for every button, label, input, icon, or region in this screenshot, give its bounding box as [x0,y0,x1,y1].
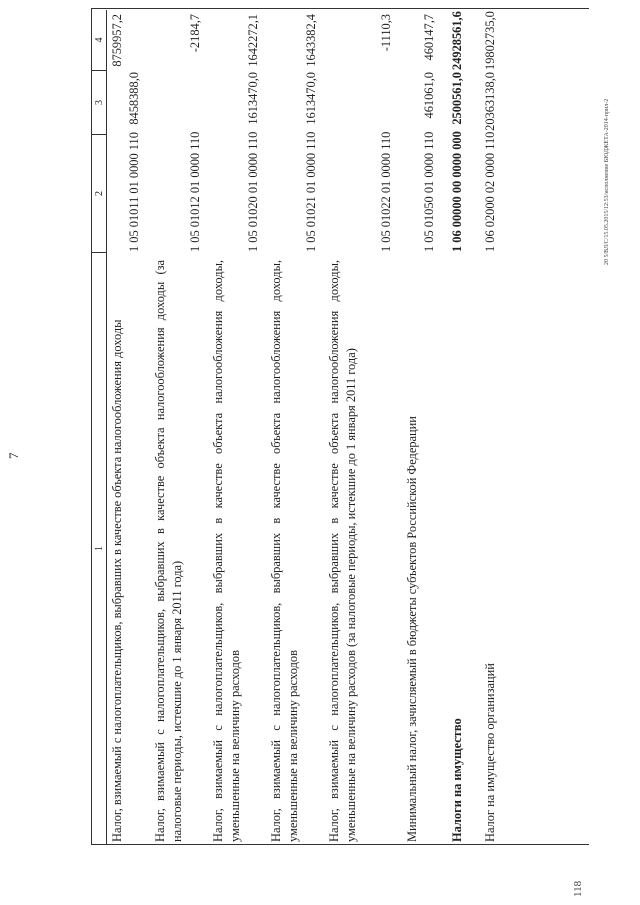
header-col-2: 2 [92,134,107,252]
row-code: 1 05 01050 01 0000 110 [422,131,436,252]
table-row [326,9,396,844]
row-actual-value: 460147,7 [422,14,436,61]
header-col-1: 1 [92,252,107,844]
row-code: 1 05 01012 01 0000 110 [188,131,202,252]
budget-table [91,8,589,845]
footer-page-number: 118 [572,880,584,897]
row-actual-value: -2184,7 [188,14,202,53]
row-actual-value: 8759957,2 [110,14,124,67]
row-actual-value: -1110,3 [379,14,393,52]
row-name: Налог, взимаемый с налогоплательщиков, выбравших в качестве объекта налогообложения доходы (за налоговые периоды, истекшие до 1 января 2011 года) [153,260,184,842]
row-plan-value: 1613470,0 [304,72,318,125]
row-actual-value: 1643382,4 [304,14,318,67]
table-row [482,9,502,844]
page-number: 7 [6,452,21,459]
row-plan-value: 8458388,0 [127,72,141,125]
row-code: 1 05 01021 01 0000 110 [304,131,318,252]
header-col-3: 3 [92,70,107,134]
row-name: Налог на имущество организаций [483,663,497,842]
table-row [109,9,145,844]
row-name: Налог, взимаемый с налогоплательщиков, выбравших в качестве объекта налогообложения доходы, уменьшенные на величину расходов (за налоговые периоды, истекшие до 1 января 2011 года) [327,260,358,842]
row-code: 1 05 01020 01 0000 110 [246,131,260,252]
row-actual-value: 1642272,1 [246,14,260,67]
row-plan-value: 2500561,0 [450,72,464,125]
table-row [449,9,469,844]
file-path-note: 20 5/ВЛ/С/15.05.2015/12:53/исполнение БЮДЖЕТА-2014-прил-2 [604,98,610,265]
row-actual-value: 24928561,6 [450,11,464,70]
row-name: Налог, взимаемый с налогоплательщиков, выбравших в качестве объекта налогообложения доходы, уменьшенные на величину расходов [269,260,300,842]
row-code: 1 05 01022 01 0000 110 [379,131,393,252]
row-name: Налог, взимаемый с налогоплательщиков, выбравших в качестве объекта налогообложения доходы, уменьшенные на величину расходов [211,260,242,842]
row-code: 1 05 01011 01 0000 110 [127,132,141,252]
header-col-4: 4 [92,10,107,70]
row-plan-value: 1613470,0 [246,72,260,125]
row-code: 1 06 02000 02 0000 110 [483,131,497,252]
table-row [152,9,204,844]
table-row [404,9,440,844]
row-code: 1 06 00000 00 0000 000 [450,131,464,252]
row-actual-value: 19802735,0 [483,11,497,70]
row-name: Налог, взимаемый с налогоплательщиков, выбравших в качестве объекта налогообложения доходы [110,319,124,842]
table-row [210,9,262,844]
table-row [268,9,320,844]
row-plan-value: 461061,0 [422,72,436,119]
row-name: Налоги на имущество [450,718,464,842]
row-name: Минимальный налог, зачисляемый в бюджеты субъектов Российской Федерации [405,416,419,842]
row-plan-value: 20363138,0 [483,72,497,131]
